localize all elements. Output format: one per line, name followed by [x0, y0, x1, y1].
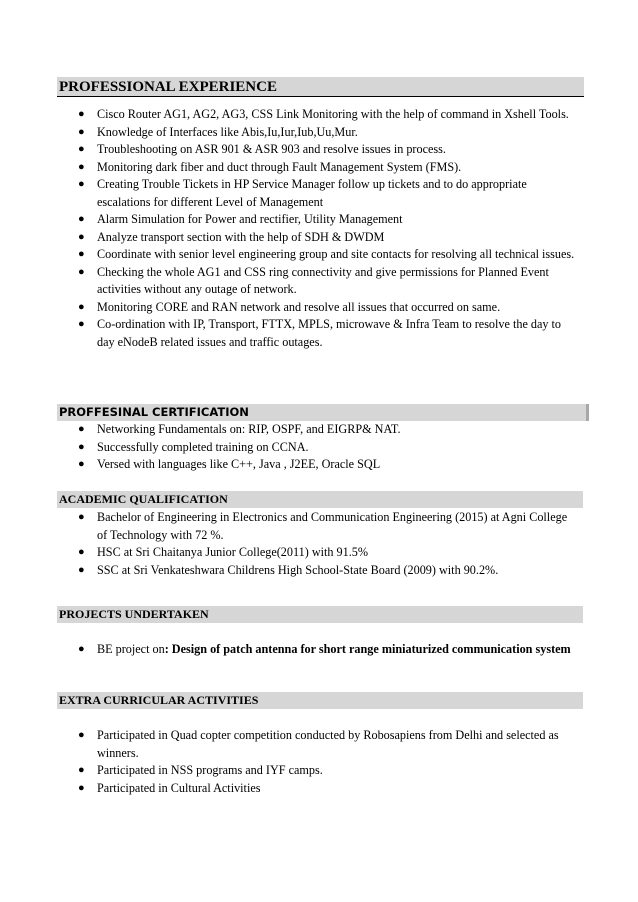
academic-heading: ACADEMIC QUALIFICATION [57, 491, 583, 508]
bullet-icon: ● [78, 108, 85, 120]
project-prefix: BE project on [97, 642, 165, 656]
bullet-icon: ● [78, 458, 85, 470]
list-item: ● Creating Trouble Tickets in HP Service Manager follow up tickets and to do appropriate escalations for different Level of Management [78, 177, 527, 209]
bullet-icon: ● [78, 265, 85, 278]
projects-list [57, 641, 577, 659]
list-item: ● Bachelor of Engineering in Electronics and Communication Engineering (2015) at Agni College of Technology with 72 %. [78, 510, 568, 542]
list-item: ● Monitoring CORE and RAN network and resolve all issues that occurred on same. [57, 299, 577, 317]
bullet-icon: ● [78, 546, 85, 558]
extra-curricular-heading: EXTRA CURRICULAR ACTIVITIES [57, 692, 583, 709]
list-item: ● HSC at Sri Chaitanya Junior College(2011) with 91.5% [57, 544, 577, 562]
list-item: ● Co-ordination with IP, Transport, FTTX, MPLS, microwave & Infra Team to resolve the day to day eNodeB related issues and traffic outages. [78, 317, 562, 349]
project-title: : Design of patch antenna for short range miniaturized communication system [164, 642, 571, 656]
list-item: ● Networking Fundamentals on: RIP, OSPF, and EIGRP& NAT. [57, 421, 577, 439]
list-item: ● Successfully completed training on CCNA. [57, 439, 577, 457]
professional-experience-list [57, 106, 577, 351]
bullet-icon: ● [78, 643, 85, 655]
extra-curricular-list [57, 727, 577, 797]
bullet-icon: ● [78, 563, 85, 576]
professional-experience-heading: PROFESSIONAL EXPERIENCE [57, 77, 584, 97]
bullet-icon: ● [78, 248, 85, 260]
list-item: ● Monitoring dark fiber and duct through Fault Management System (FMS). [57, 159, 577, 177]
bullet-icon: ● [78, 764, 85, 776]
bullet-icon: ● [78, 511, 85, 523]
list-item: ● Knowledge of Interfaces like Abis,Iu,Iur,Iub,Uu,Mur. [57, 124, 577, 142]
list-item: ● Participated in NSS programs and IYF camps. [57, 762, 577, 780]
list-item: ● Alarm Simulation for Power and rectifier, Utility Management [57, 211, 577, 229]
bullet-icon: ● [78, 178, 85, 190]
certification-heading: PROFFESINAL CERTIFICATION [57, 404, 586, 421]
bullet-icon: ● [78, 423, 85, 435]
bullet-icon: ● [78, 125, 85, 138]
bullet-icon: ● [78, 213, 85, 225]
list-item [57, 641, 577, 659]
bullet-icon: ● [78, 230, 85, 243]
list-item: ● Participated in Cultural Activities [57, 780, 577, 798]
certification-list [57, 421, 577, 474]
bullet-icon: ● [78, 440, 85, 453]
bullet-icon: ● [78, 143, 85, 155]
list-item: ● Troubleshooting on ASR 901 & ASR 903 and resolve issues in process. [57, 141, 577, 159]
list-item: ● Versed with languages like C++, Java , J2EE, Oracle SQL [57, 456, 577, 474]
list-item: ● Checking the whole AG1 and CSS ring connectivity and give permissions for Planned Event activities without any outage of network. [78, 264, 549, 296]
bullet-icon: ● [78, 300, 85, 313]
list-item: ● Participated in Quad copter competition conducted by Robosapiens from Delhi and selected as winners. [78, 728, 559, 760]
list-item: ● Cisco Router AG1, AG2, AG3, CSS Link Monitoring with the help of command in Xshell Tools. [57, 106, 577, 124]
list-item: ● SSC at Sri Venkateshwara Childrens High School-State Board (2009) with 90.2%. [57, 562, 577, 580]
bullet-icon: ● [78, 318, 85, 330]
list-item: ● Analyze transport section with the help of SDH & DWDM [57, 229, 577, 247]
bullet-icon: ● [78, 781, 85, 794]
list-item: ● Coordinate with senior level engineering group and site contacts for resolving all technical issues. [57, 246, 577, 264]
bullet-icon: ● [78, 729, 85, 741]
bullet-icon: ● [78, 160, 85, 173]
academic-list [57, 509, 577, 579]
projects-heading: PROJECTS UNDERTAKEN [57, 606, 583, 623]
